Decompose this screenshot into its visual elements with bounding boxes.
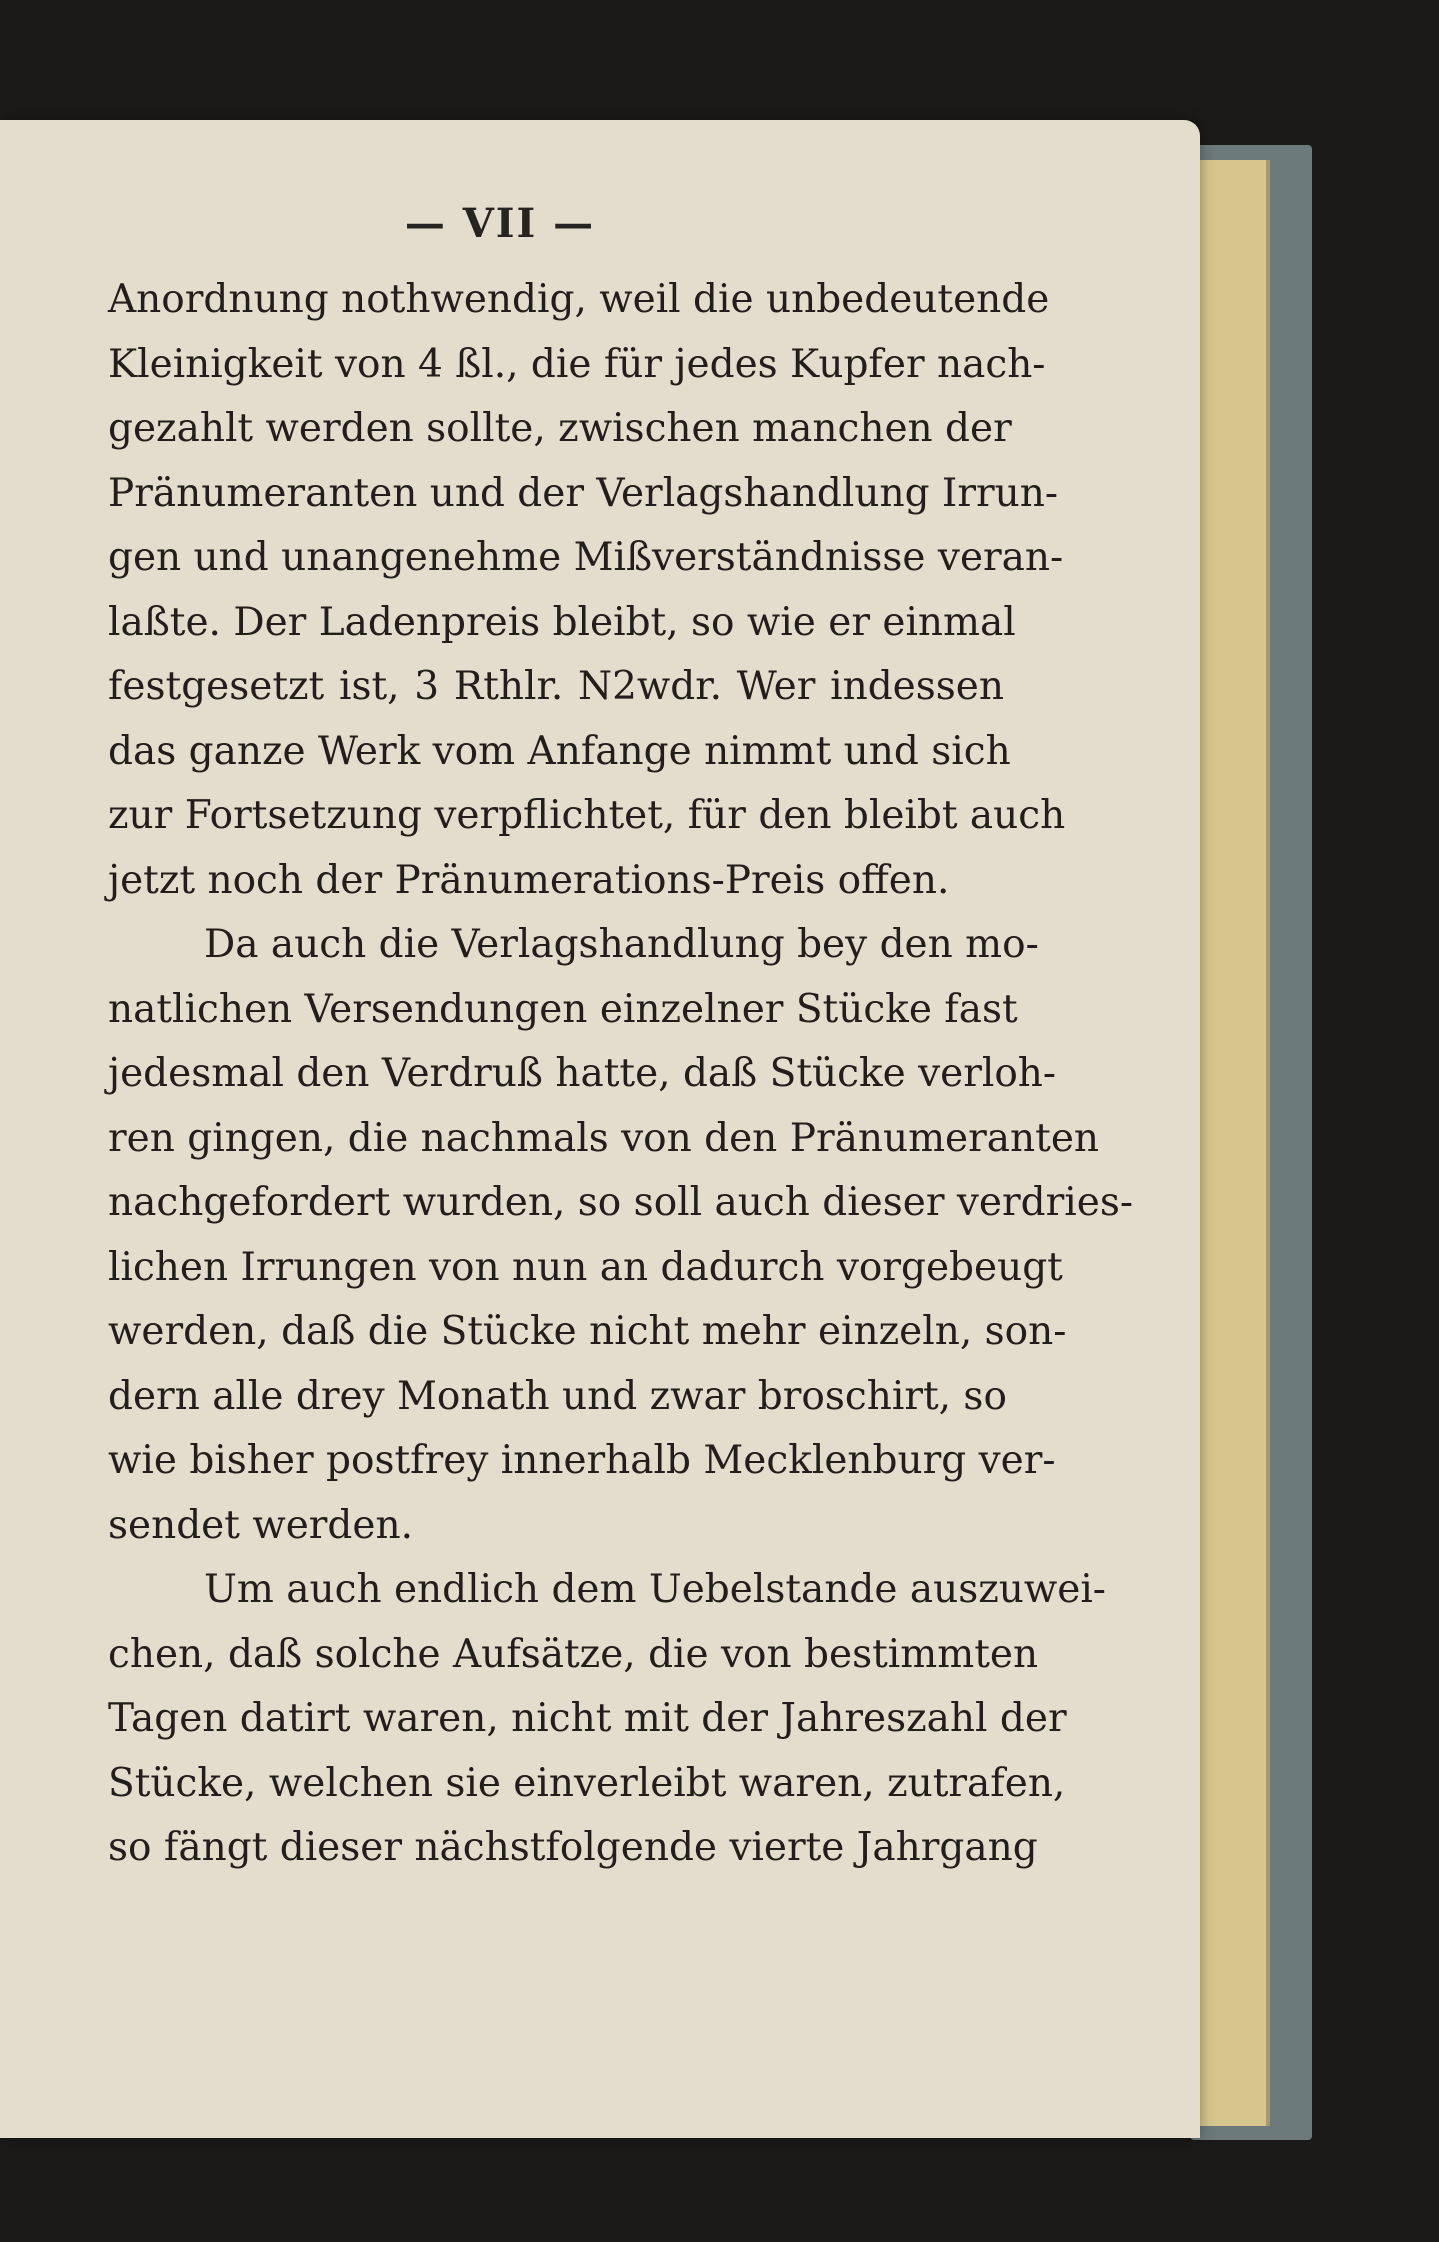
- text-line: Um auch endlich dem Uebelstande auszuwei-: [204, 1567, 1106, 1612]
- text-line: lichen Irrungen von nun an dadurch vorgebeugt: [108, 1244, 1063, 1290]
- text-line: nachgefordert wurden, so soll auch dieser verdries-: [108, 1180, 1134, 1225]
- text-line: das ganze Werk vom Anfange nimmt und sich: [108, 728, 1011, 774]
- book-page: [0, 120, 1200, 2138]
- text-line: Kleinigkeit von 4 ßl., die für jedes Kupfer nach-: [108, 341, 1046, 387]
- text-line: wie bisher postfrey innerhalb Mecklenburg ver-: [108, 1438, 1056, 1483]
- text-line: so fängt dieser nächstfolgende vierte Jahrgang: [108, 1825, 1038, 1870]
- text-line: laßte. Der Ladenpreis bleibt, so wie er einmal: [108, 599, 1016, 645]
- text-line: chen, daß solche Aufsätze, die von bestimmten: [108, 1631, 1039, 1677]
- text-line: festgesetzt ist, 3 Rthlr. N2wdr. Wer indessen: [108, 664, 1004, 709]
- text-line: Da auch die Verlagshandlung bey den mo-: [204, 922, 1039, 967]
- text-line: Anordnung nothwendig, weil die unbedeutende: [108, 277, 1050, 322]
- text-line: jedesmal den Verdruß hatte, daß Stücke verloh-: [108, 1051, 1057, 1096]
- text-line: gezahlt werden sollte, zwischen manchen der: [108, 406, 1012, 451]
- text-line: gen und unangenehme Mißverständnisse veran-: [108, 535, 1064, 580]
- text-line: ren gingen, die nachmals von den Pränumeranten: [108, 1115, 1100, 1161]
- page-header: [0, 200, 1000, 247]
- text-line: Pränumeranten und der Verlagshandlung Irrun-: [108, 470, 1059, 516]
- text-line: natlichen Versendungen einzelner Stücke fast: [108, 986, 1018, 1032]
- text-line: zur Fortsetzung verpflichtet, für den bleibt auch: [108, 793, 1066, 838]
- text-line: jetzt noch der Pränumerations-Preis offen.: [108, 857, 950, 903]
- text-line: werden, daß die Stücke nicht mehr einzeln, son-: [108, 1309, 1067, 1354]
- text-line: dern alle drey Monath und zwar broschirt, so: [108, 1373, 1007, 1419]
- body-text: [108, 268, 1134, 1881]
- text-line: Stücke, welchen sie einverleibt waren, zutrafen,: [108, 1760, 1066, 1806]
- text-line: Tagen datirt waren, nicht mit der Jahreszahl der: [108, 1696, 1067, 1741]
- text-line: sendet werden.: [108, 1502, 413, 1548]
- page-number: — VII —: [404, 200, 596, 247]
